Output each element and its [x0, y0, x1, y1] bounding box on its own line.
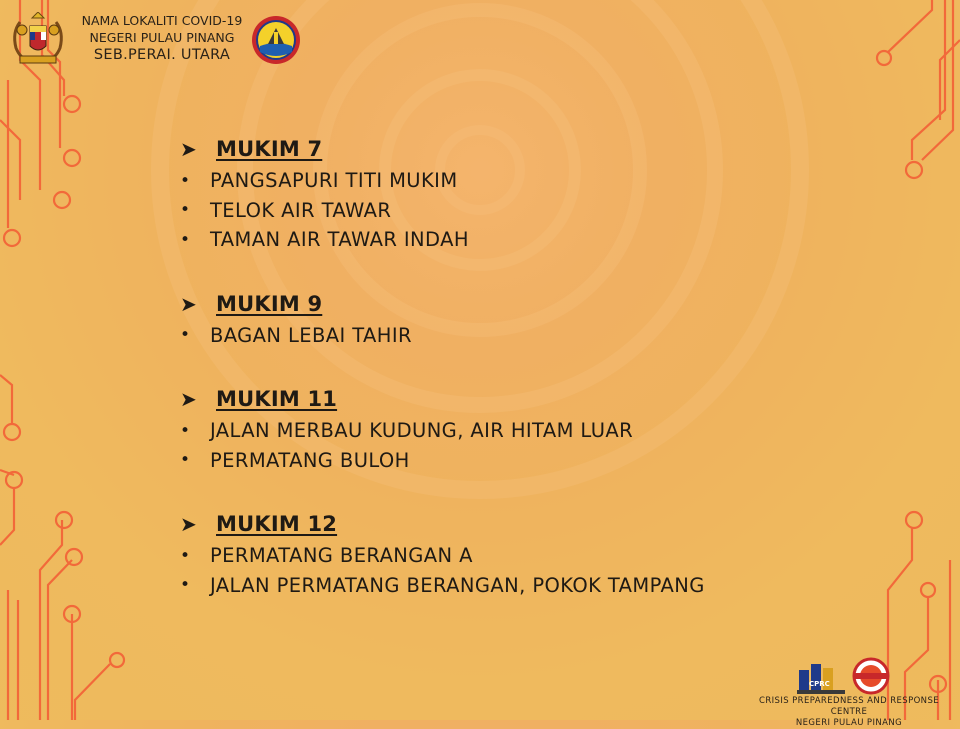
- section-header: [180, 382, 705, 416]
- list-item: [180, 571, 705, 601]
- item-text: JALAN PERMATANG BERANGAN, POKOK TAMPANG: [210, 573, 705, 597]
- section-title: MUKIM 7: [216, 137, 323, 161]
- footer-line-1: CRISIS PREPAREDNESS AND RESPONSE CENTRE: [758, 696, 940, 717]
- list-item: [180, 196, 705, 226]
- arrowhead-bullet-icon: ➤: [180, 512, 197, 536]
- section-header: [180, 132, 705, 166]
- list-item: [180, 166, 705, 196]
- list-item: [180, 416, 705, 446]
- locality-list: [180, 132, 705, 600]
- round-bullet-icon: •: [180, 420, 191, 441]
- header-line-1: NAMA LOKALITI COVID-19: [81, 13, 243, 28]
- section-mukim-9: [180, 287, 705, 351]
- item-text: PERMATANG BERANGAN A: [210, 544, 473, 568]
- item-text: TELOK AIR TAWAR: [210, 198, 392, 222]
- header-title-block: [75, 12, 249, 64]
- round-bullet-icon: •: [180, 545, 191, 566]
- item-text: JALAN MERBAU KUDUNG, AIR HITAM LUAR: [210, 419, 634, 443]
- footer-line-2: NEGERI PULAU PINANG: [795, 718, 903, 728]
- list-item: [180, 321, 705, 351]
- header-line-3: SEB.PERAI. UTARA: [93, 47, 231, 63]
- round-bullet-icon: •: [180, 229, 191, 250]
- cprc-logo-group: [795, 656, 895, 696]
- list-item: [180, 446, 705, 476]
- section-header: [180, 287, 705, 321]
- state-emblem-icon: [250, 14, 302, 66]
- section-mukim-11: [180, 382, 705, 475]
- footer-caption: [744, 696, 954, 729]
- round-bullet-icon: •: [180, 450, 191, 471]
- section-title: MUKIM 11: [216, 387, 338, 411]
- section-title: MUKIM 12: [216, 512, 338, 536]
- cprc-logo-text: CPRC: [809, 680, 830, 688]
- list-item: [180, 541, 705, 571]
- header-line-2: NEGERI PULAU PINANG: [89, 30, 235, 45]
- item-text: PERMATANG BULOH: [210, 448, 410, 472]
- item-text: PANGSAPURI TITI MUKIM: [210, 169, 458, 193]
- section-header: [180, 507, 705, 541]
- section-title: MUKIM 9: [216, 291, 323, 316]
- list-item: [180, 225, 705, 255]
- item-text: BAGAN LEBAI TAHIR: [210, 323, 412, 347]
- arrowhead-bullet-icon: ➤: [180, 291, 197, 316]
- section-mukim-12: [180, 507, 705, 600]
- round-bullet-icon: •: [180, 575, 191, 596]
- round-bullet-icon: •: [180, 170, 191, 191]
- section-mukim-7: [180, 132, 705, 255]
- arrowhead-bullet-icon: ➤: [180, 137, 197, 161]
- round-bullet-icon: •: [180, 325, 191, 346]
- arrowhead-bullet-icon: ➤: [180, 387, 197, 411]
- round-bullet-icon: •: [180, 200, 191, 221]
- item-text: TAMAN AIR TAWAR INDAH: [210, 228, 469, 252]
- coat-of-arms-icon: [6, 12, 70, 66]
